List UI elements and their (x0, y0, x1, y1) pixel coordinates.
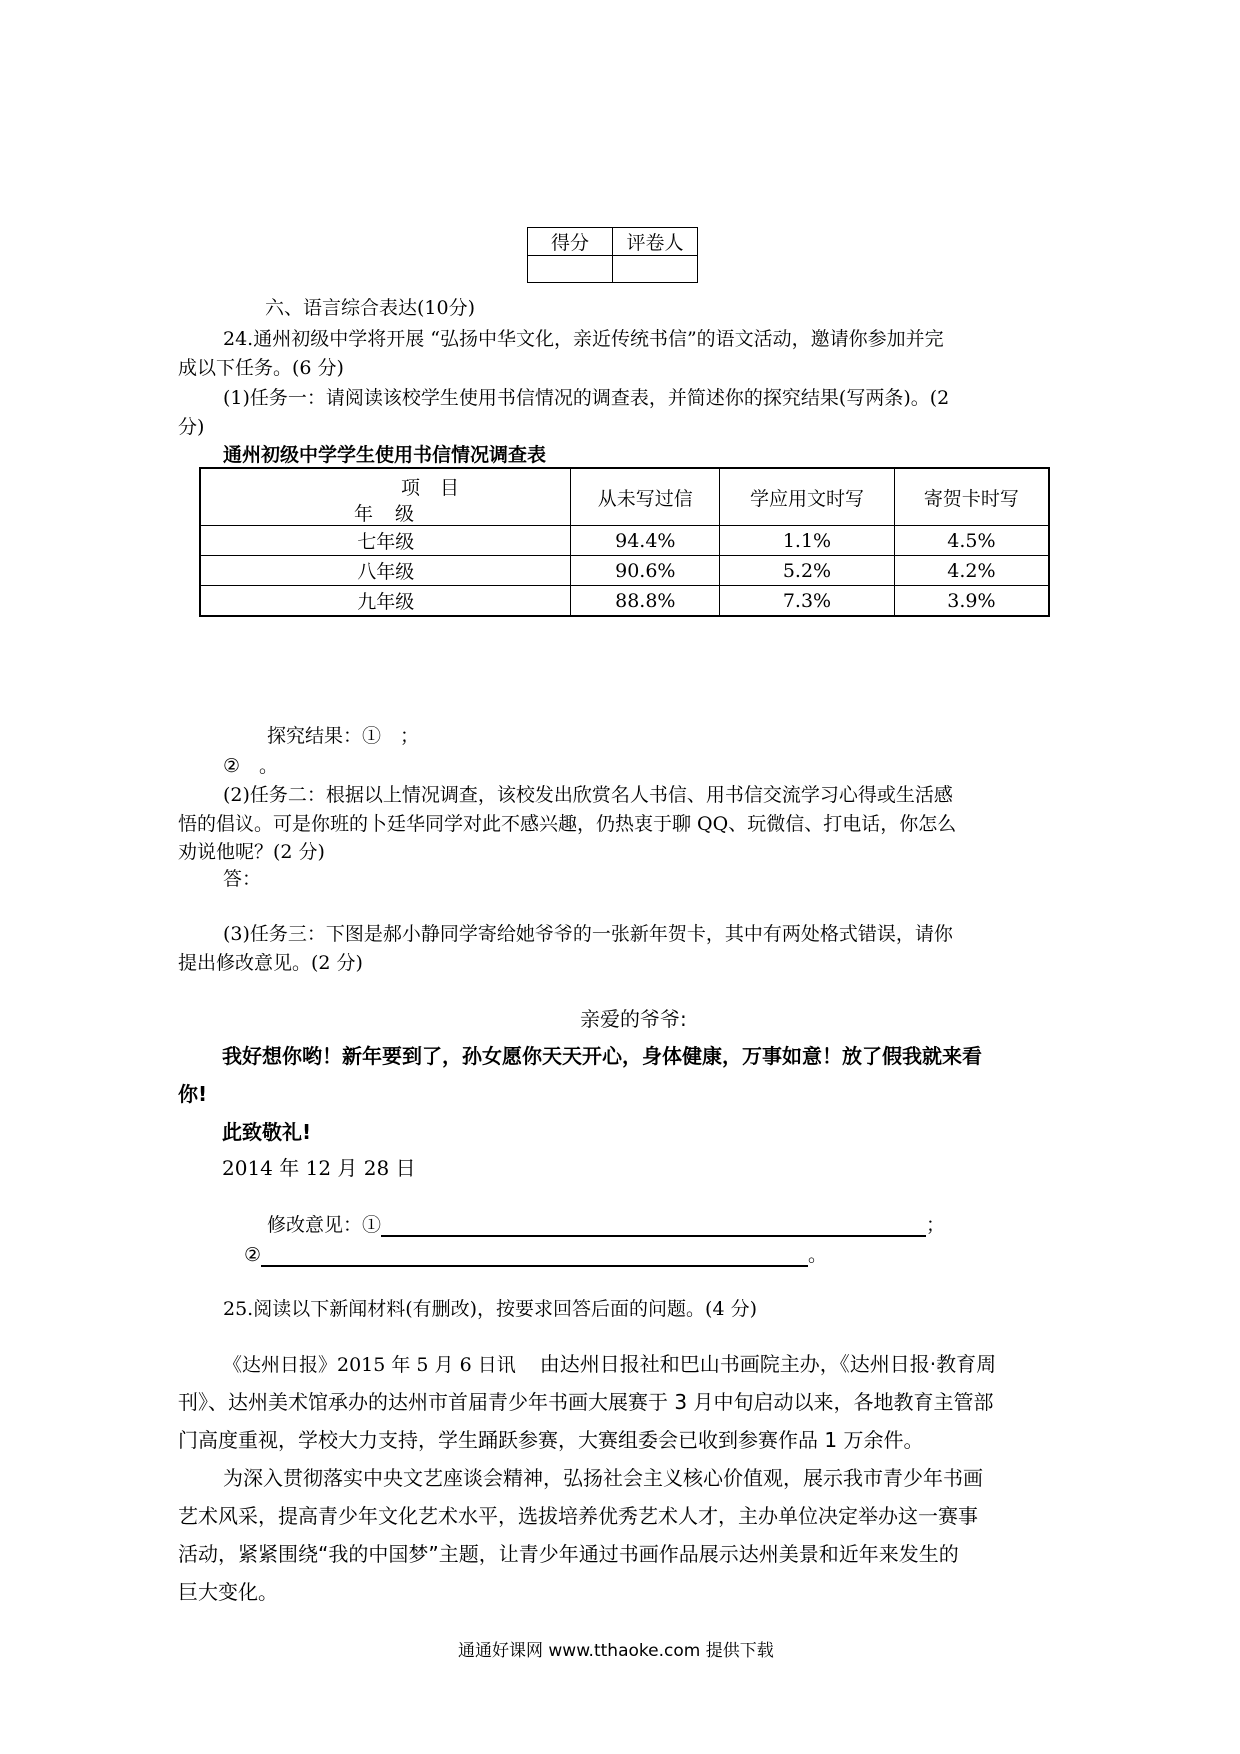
q25-intro: 25.阅读以下新闻材料(有删改)，按要求回答后面的问题。(4 分) (223, 1298, 757, 1320)
table-row (200, 526, 1049, 556)
card-body-line1: 我好想你哟！新年要到了，孙女愿你天天开心，身体健康，万事如意！放了假我就来看 (222, 1044, 982, 1068)
column-header: 寄贺卡时写 (894, 468, 1049, 526)
news-p2-line1: 为深入贯彻落实中央文艺座谈会精神，弘扬社会主义核心价值观，展示我市青少年书画 (223, 1466, 983, 1490)
news-p2-line3: 活动，紧紧围绕“我的中国梦”主题，让青少年通过书画作品展示达州美景和近年来发生的 (178, 1542, 959, 1566)
table-cell: 5.2% (720, 556, 895, 586)
task1-line1: (1)任务一：请阅读该校学生使用书信情况的调查表，并简述你的探究结果(写两条)。(2 (223, 387, 950, 409)
suggestion-row-2 (244, 1240, 827, 1267)
grader-cell[interactable] (613, 256, 698, 283)
news-p2-line4: 巨大变化。 (178, 1580, 278, 1604)
table-cell: 90.6% (571, 556, 720, 586)
news-p1-line3: 门高度重视，学校大力支持，学生踊跃参赛，大赛组委会已收到参赛作品 1 万余件。 (178, 1428, 924, 1452)
news-source: 《达州日报》2015 年 5 月 6 日讯 (223, 1354, 516, 1376)
q24-intro-line1: 24.通州初级中学将开展 “弘扬中华文化，亲近传统书信”的语文活动，邀请你参加并完 (223, 328, 944, 350)
score-label: 得分 (528, 228, 613, 256)
suggestion-end-1: ； (926, 1214, 946, 1236)
suggestion-label-2: ② (244, 1244, 262, 1266)
task3-line1: (3)任务三：下图是郝小静同学寄给她爷爷的一张新年贺卡，其中有两处格式错误，请你 (223, 923, 953, 945)
task1-line2: 分) (178, 416, 205, 438)
task2-line1: (2)任务二：根据以上情况调查，该校发出欣赏名人书信、用书信交流学习心得或生活感 (223, 784, 953, 806)
section-title: 六、语言综合表达(10分) (265, 297, 476, 319)
news-p1-line2: 刊》、达州美术馆承办的达州市首届青少年书画大展赛于 3 月中旬启动以来，各地教育主管部 (178, 1390, 994, 1414)
grade-cell: 七年级 (200, 526, 571, 556)
table-cell: 94.4% (571, 526, 720, 556)
suggestion-blank-1[interactable] (381, 1215, 926, 1237)
news-p1-line1: 由达州日报社和巴山书画院主办，《达州日报·教育周 (539, 1352, 997, 1376)
task2-line3: 劝说他呢？(2 分) (178, 841, 325, 863)
result-line2: ② 。 (223, 755, 279, 777)
score-cell[interactable] (528, 256, 613, 283)
news-p1-line1-row (223, 1348, 996, 1377)
suggestion-row-1 (267, 1210, 945, 1237)
footer-text: 通通好课网 www.tthaoke.com 提供下载 (458, 1641, 774, 1661)
table-cell: 3.9% (894, 586, 1049, 617)
table-cell: 88.8% (571, 586, 720, 617)
column-header: 从未写过信 (571, 468, 720, 526)
news-p2-line2: 艺术风采，提高青少年文化艺术水平，选拔培养优秀艺术人才，主办单位决定举办这一赛事 (178, 1504, 978, 1528)
q24-intro-line2: 成以下任务。(6 分) (178, 357, 344, 379)
header-diagonal-cell (200, 468, 571, 526)
task3-line2: 提出修改意见。(2 分) (178, 952, 363, 974)
header-grade: 年级 (354, 503, 437, 525)
table-cell: 7.3% (720, 586, 895, 617)
table-title: 通州初级中学学生使用书信情况调查表 (223, 444, 547, 466)
card-body-line2: 你! (178, 1082, 208, 1106)
grade-cell: 八年级 (200, 556, 571, 586)
card-date: 2014 年 12 月 28 日 (222, 1156, 416, 1180)
table-cell: 4.5% (894, 526, 1049, 556)
grader-label: 评卷人 (613, 228, 698, 256)
score-box (527, 227, 698, 283)
suggestion-blank-2[interactable] (261, 1245, 808, 1267)
grade-cell: 九年级 (200, 586, 571, 617)
answer-label: 答： (223, 868, 262, 890)
task2-line2: 悟的倡议。可是你班的卜廷华同学对此不感兴趣，仍热衷于聊 QQ、玩微信、打电话，你怎么 (178, 813, 957, 835)
column-header: 学应用文时写 (720, 468, 895, 526)
table-row (200, 586, 1049, 617)
suggestion-label: 修改意见：① (267, 1214, 382, 1236)
card-salutation: 亲爱的爷爷: (580, 1007, 687, 1031)
table-cell: 4.2% (894, 556, 1049, 586)
survey-table (199, 467, 1050, 617)
result-line1: 探究结果：① ； (267, 725, 420, 747)
card-closing: 此致敬礼! (222, 1120, 312, 1144)
header-item: 项目 (401, 477, 480, 499)
table-row (200, 556, 1049, 586)
suggestion-end-2: 。 (808, 1244, 828, 1266)
table-cell: 1.1% (720, 526, 895, 556)
